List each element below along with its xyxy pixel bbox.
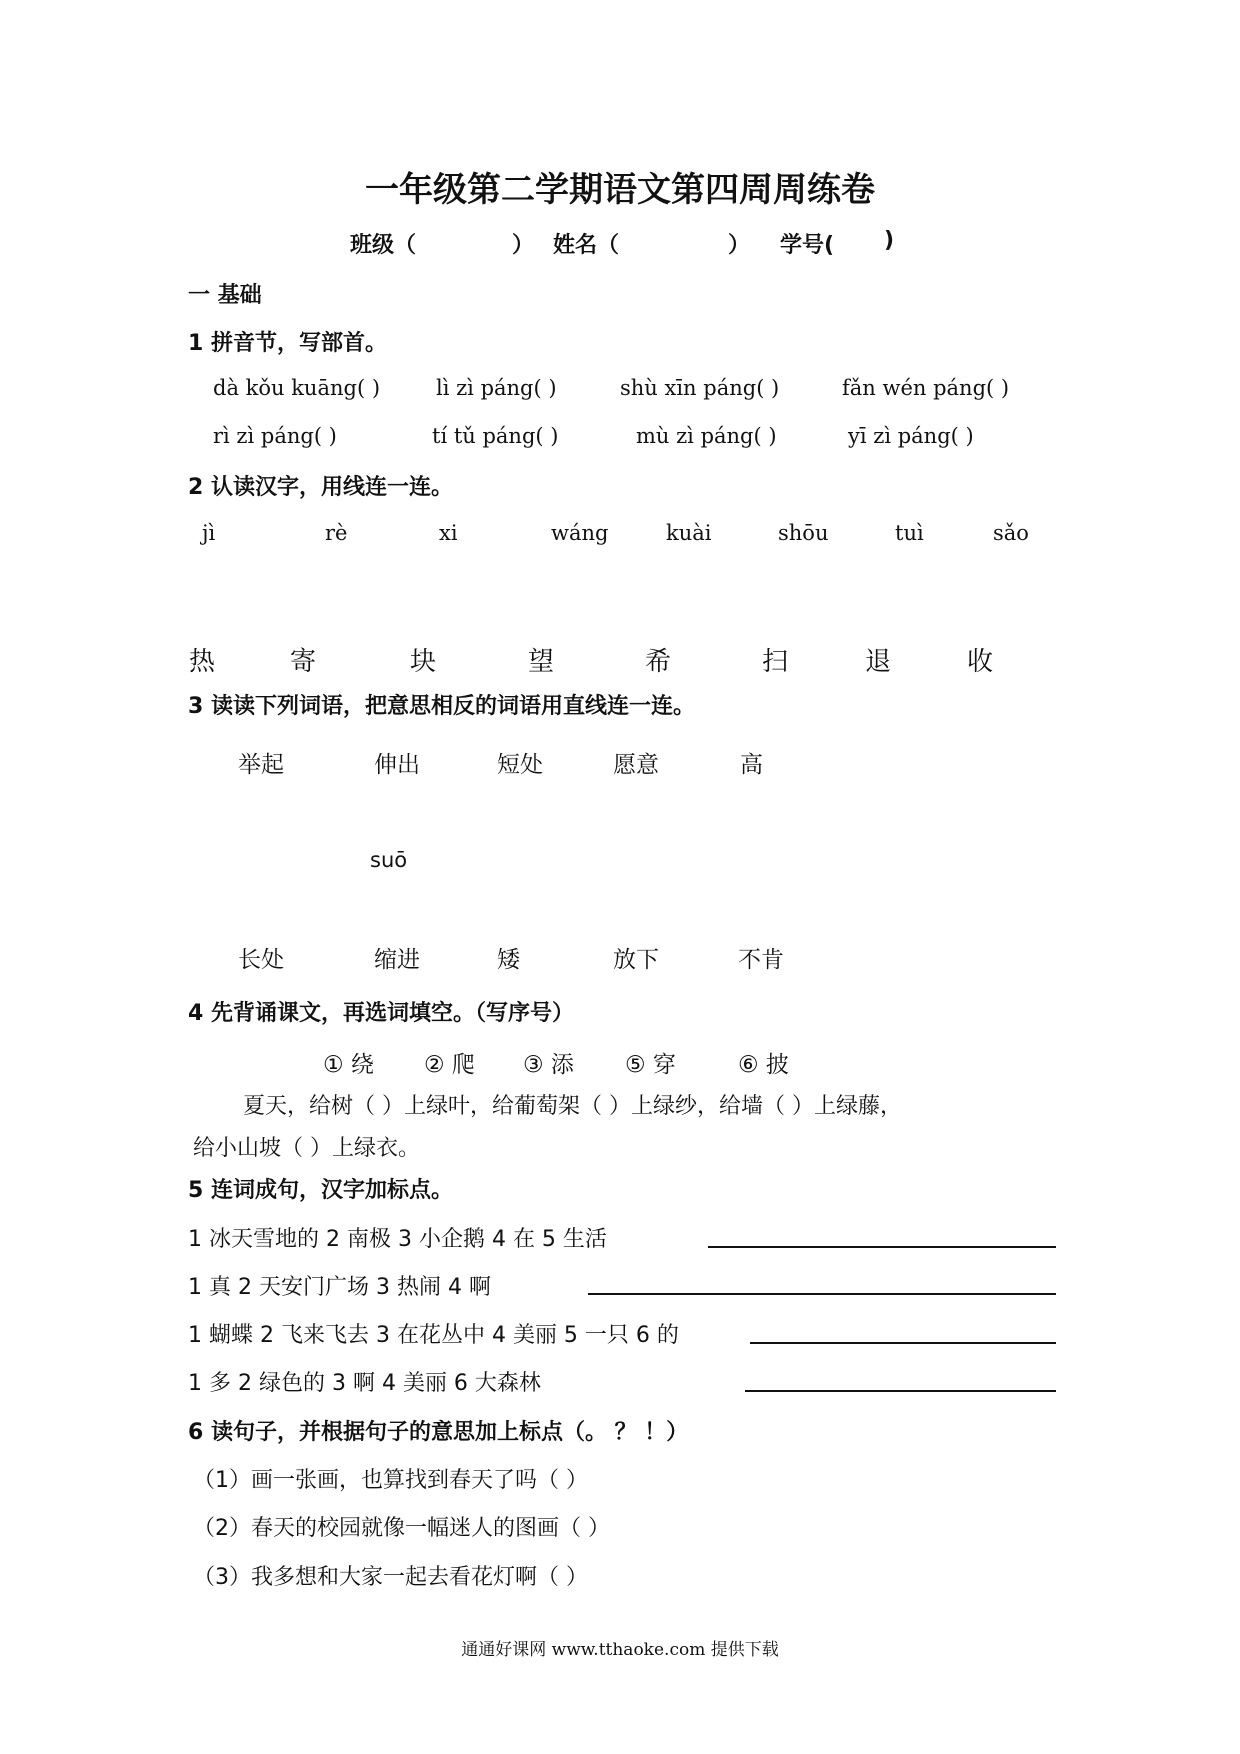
q3-pinyin-note: suō (370, 848, 408, 872)
q2-char: 望 (528, 647, 555, 677)
q5-words: 1 冰天雪地的 2 南极 3 小企鹅 4 在 5 生活 (188, 1227, 607, 1252)
q2-pinyin: sǎo (993, 521, 1029, 545)
q1-item: mù zì páng( ) (636, 424, 777, 448)
answer-line[interactable] (745, 1390, 1056, 1392)
answer-line[interactable] (588, 1293, 1056, 1295)
number-close: ) (884, 228, 895, 253)
q5-words: 1 多 2 绿色的 3 啊 4 美丽 6 大森林 (188, 1371, 541, 1396)
q5-words: 1 蝴蝶 2 飞来飞去 3 在花丛中 4 美丽 5 一只 6 的 (188, 1323, 679, 1348)
q6-heading: 6 读句子，并根据句子的意思加上标点（。 ？ ！） (188, 1420, 689, 1445)
name-close: ） (728, 233, 751, 258)
q1-item: fǎn wén páng( ) (842, 376, 1010, 400)
q4-option: ③ 添 (523, 1052, 574, 1078)
q5-words: 1 真 2 天安门广场 3 热闹 4 啊 (188, 1275, 491, 1300)
q2-pinyin: xi (439, 521, 458, 545)
page-footer: 通通好课网 www.tthaoke.com 提供下载 (461, 1640, 779, 1660)
q2-char: 退 (865, 647, 892, 677)
q1-item: shù xīn páng( ) (620, 376, 780, 400)
q6-sentence: （1）画一张画，也算找到春天了吗（ ） (193, 1468, 588, 1493)
q4-option: ② 爬 (424, 1052, 475, 1078)
q2-pinyin: rè (325, 521, 348, 545)
class-label: 班级（ (350, 233, 417, 258)
number-label: 学号( (780, 233, 835, 258)
name-label: 姓名（ (553, 233, 620, 258)
q2-pinyin: kuài (666, 521, 712, 545)
q4-heading: 4 先背诵课文，再选词填空。（写序号） (188, 1001, 574, 1026)
q2-char: 块 (410, 647, 437, 677)
q1-item: yī zì páng( ) (848, 424, 974, 448)
q2-char: 希 (645, 647, 672, 677)
q2-char: 收 (967, 647, 994, 677)
q1-item: lì zì páng( ) (436, 376, 557, 400)
q5-heading: 5 连词成句，汉字加标点。 (188, 1178, 453, 1203)
q2-char: 寄 (290, 647, 317, 677)
q1-item: rì zì páng( ) (213, 424, 337, 448)
q3-word: 长处 (238, 947, 284, 973)
section-heading: 一 基础 (188, 283, 262, 308)
q3-word: 不肯 (738, 947, 784, 973)
q4-option: ⑥ 披 (738, 1052, 789, 1078)
q3-word: 伸出 (374, 752, 420, 778)
q2-pinyin: wáng (551, 521, 609, 545)
class-close: ） (512, 233, 535, 258)
q3-word: 高 (740, 752, 763, 778)
q2-char: 扫 (762, 647, 789, 677)
q3-word: 矮 (497, 947, 520, 973)
q1-item: dà kǒu kuāng( ) (213, 376, 381, 400)
q3-word: 愿意 (613, 752, 659, 778)
q4-option: ⑤ 穿 (625, 1052, 676, 1078)
q1-heading: 1 拼音节，写部首。 (188, 331, 387, 356)
q3-word: 短处 (497, 752, 543, 778)
q4-passage-line: 夏天，给树（ ）上绿叶，给葡萄架（ ）上绿纱，给墙（ ）上绿藤， (243, 1094, 902, 1119)
q4-passage-line: 给小山坡（ ）上绿衣。 (193, 1136, 420, 1161)
q2-pinyin: jì (202, 521, 216, 545)
answer-line[interactable] (708, 1246, 1056, 1248)
q3-word: 放下 (613, 947, 659, 973)
q1-item: tí tǔ páng( ) (432, 424, 559, 448)
q4-option: ① 绕 (323, 1052, 374, 1078)
page-title: 一年级第二学期语文第四周周练卷 (365, 170, 875, 210)
q6-sentence: （3）我多想和大家一起去看花灯啊（ ） (193, 1565, 588, 1590)
q6-sentence: （2）春天的校园就像一幅迷人的图画（ ） (193, 1516, 610, 1541)
q3-heading: 3 读读下列词语，把意思相反的词语用直线连一连。 (188, 694, 695, 719)
q2-char: 热 (189, 647, 216, 677)
q2-pinyin: shōu (778, 521, 829, 545)
answer-line[interactable] (750, 1342, 1056, 1344)
q3-word: 举起 (238, 752, 284, 778)
q3-word: 缩进 (374, 947, 420, 973)
q2-pinyin: tuì (895, 521, 924, 545)
q2-heading: 2 认读汉字，用线连一连。 (188, 475, 453, 500)
